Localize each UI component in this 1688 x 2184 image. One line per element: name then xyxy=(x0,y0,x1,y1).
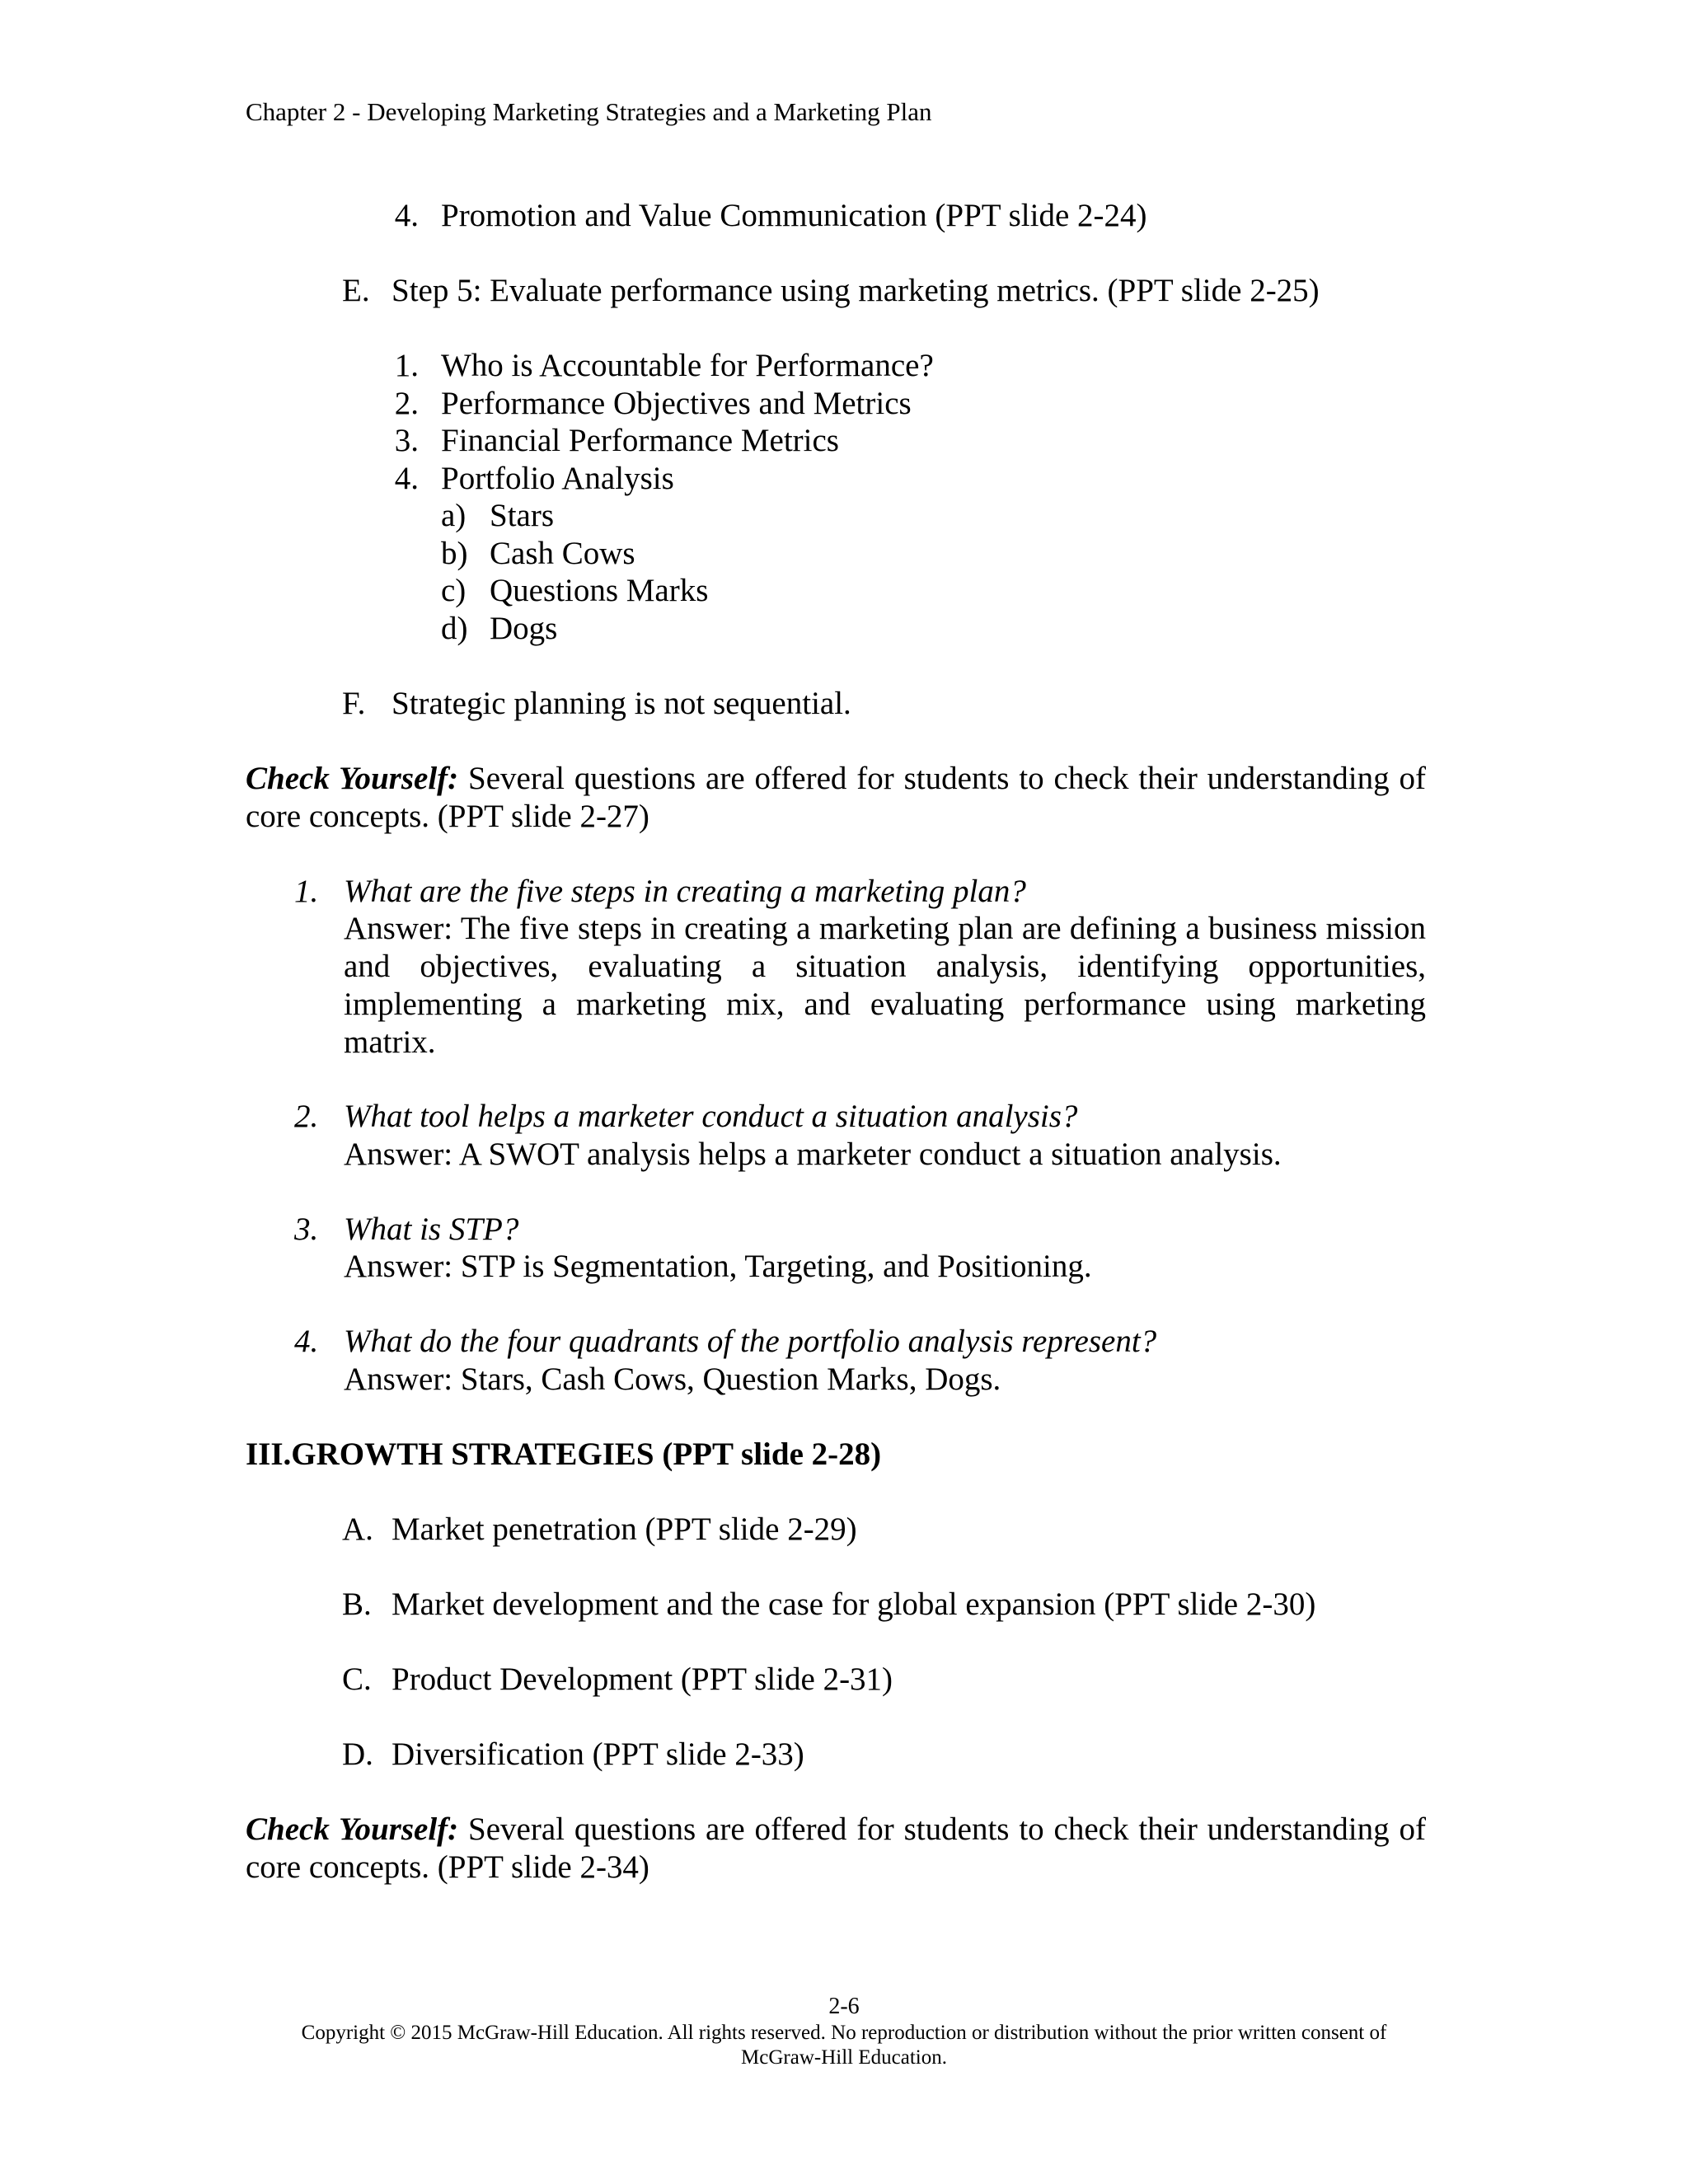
check-yourself-label: Check Yourself: xyxy=(246,1811,459,1847)
outline-item-text: Portfolio Analysis xyxy=(441,461,674,496)
outline-letter: F. xyxy=(342,686,366,721)
outline-letter: A. xyxy=(342,1511,373,1547)
outline-letter: C. xyxy=(342,1661,372,1697)
outline-number: 3. xyxy=(394,423,419,458)
check-yourself-text: Several questions are offered for students to check their understanding of core concepts. (PPT slide 2-34) xyxy=(246,1811,1426,1885)
check-yourself-label: Check Yourself: xyxy=(246,761,459,796)
outline-letter: D. xyxy=(342,1736,373,1772)
outline-letter: c) xyxy=(441,573,467,608)
outline-item-text: Diversification (PPT slide 2-33) xyxy=(392,1736,804,1772)
page-number: 2-6 xyxy=(828,1994,860,2019)
outline-item-text: Cash Cows xyxy=(490,536,635,571)
outline-item-text: Who is Accountable for Performance? xyxy=(441,348,934,383)
outline-item-text: Promotion and Value Communication (PPT slide 2-24) xyxy=(441,198,1147,233)
outline-number: 2. xyxy=(394,386,419,421)
question-number: 3. xyxy=(294,1212,319,1247)
outline-letter: a) xyxy=(441,498,467,533)
outline-item-text: Performance Objectives and Metrics xyxy=(441,386,912,421)
outline-item-text: Stars xyxy=(490,498,554,533)
outline-number: 4. xyxy=(394,198,419,233)
outline-letter: B. xyxy=(342,1586,372,1622)
running-header: Chapter 2 - Developing Marketing Strategies and a Marketing Plan xyxy=(246,97,932,126)
question-text: What is STP? xyxy=(344,1212,519,1247)
question-text: What are the five steps in creating a marketing plan? xyxy=(344,874,1026,909)
outline-letter: b) xyxy=(441,536,468,571)
check-yourself-paragraph xyxy=(246,1811,1426,1886)
outline-item-text: Dogs xyxy=(490,611,558,646)
outline-item-text: Financial Performance Metrics xyxy=(441,423,839,458)
outline-item-text: Step 5: Evaluate performance using marketing metrics. (PPT slide 2-25) xyxy=(392,273,1320,308)
question-number: 2. xyxy=(294,1099,319,1134)
section-heading xyxy=(246,1436,881,1474)
answer-text: Answer: Stars, Cash Cows, Question Marks, Dogs. xyxy=(344,1361,1001,1397)
question-text: What do the four quadrants of the portfolio analysis represent? xyxy=(344,1324,1157,1359)
check-yourself-paragraph xyxy=(246,760,1426,836)
answer-text: Answer: The five steps in creating a marketing plan are defining a business mission and objectives, evaluating a situation analysis, identifying opportunities, implementing a marketing mix, and evaluating performance using marketing matrix. xyxy=(344,911,1426,1060)
outline-item-text: Questions Marks xyxy=(490,573,709,608)
outline-item-text: Strategic planning is not sequential. xyxy=(392,686,851,721)
outline-item-text: Market development and the case for global expansion (PPT slide 2-30) xyxy=(392,1586,1316,1622)
check-yourself-text: Several questions are offered for students to check their understanding of core concepts. (PPT slide 2-27) xyxy=(246,761,1426,834)
question-number: 4. xyxy=(294,1324,319,1359)
section-title: GROWTH STRATEGIES (PPT slide 2-28) xyxy=(291,1436,882,1472)
question-number: 1. xyxy=(294,874,319,909)
section-numeral: III. xyxy=(246,1436,292,1472)
outline-number: 4. xyxy=(394,461,419,496)
outline-number: 1. xyxy=(394,348,419,383)
answer-text: Answer: A SWOT analysis helps a marketer conduct a situation analysis. xyxy=(344,1137,1282,1172)
outline-item-text: Market penetration (PPT slide 2-29) xyxy=(392,1511,857,1547)
answer-text: Answer: STP is Segmentation, Targeting, and Positioning. xyxy=(344,1249,1092,1284)
outline-letter: E. xyxy=(342,273,370,308)
question-text: What tool helps a marketer conduct a situation analysis? xyxy=(344,1099,1078,1134)
outline-letter: d) xyxy=(441,611,468,646)
copyright-line: McGraw-Hill Education. xyxy=(741,2046,947,2069)
copyright-line: Copyright © 2015 McGraw-Hill Education. All rights reserved. No reproduction or distribution without the prior written consent of xyxy=(301,2022,1387,2044)
outline-item-text: Product Development (PPT slide 2-31) xyxy=(392,1661,893,1697)
